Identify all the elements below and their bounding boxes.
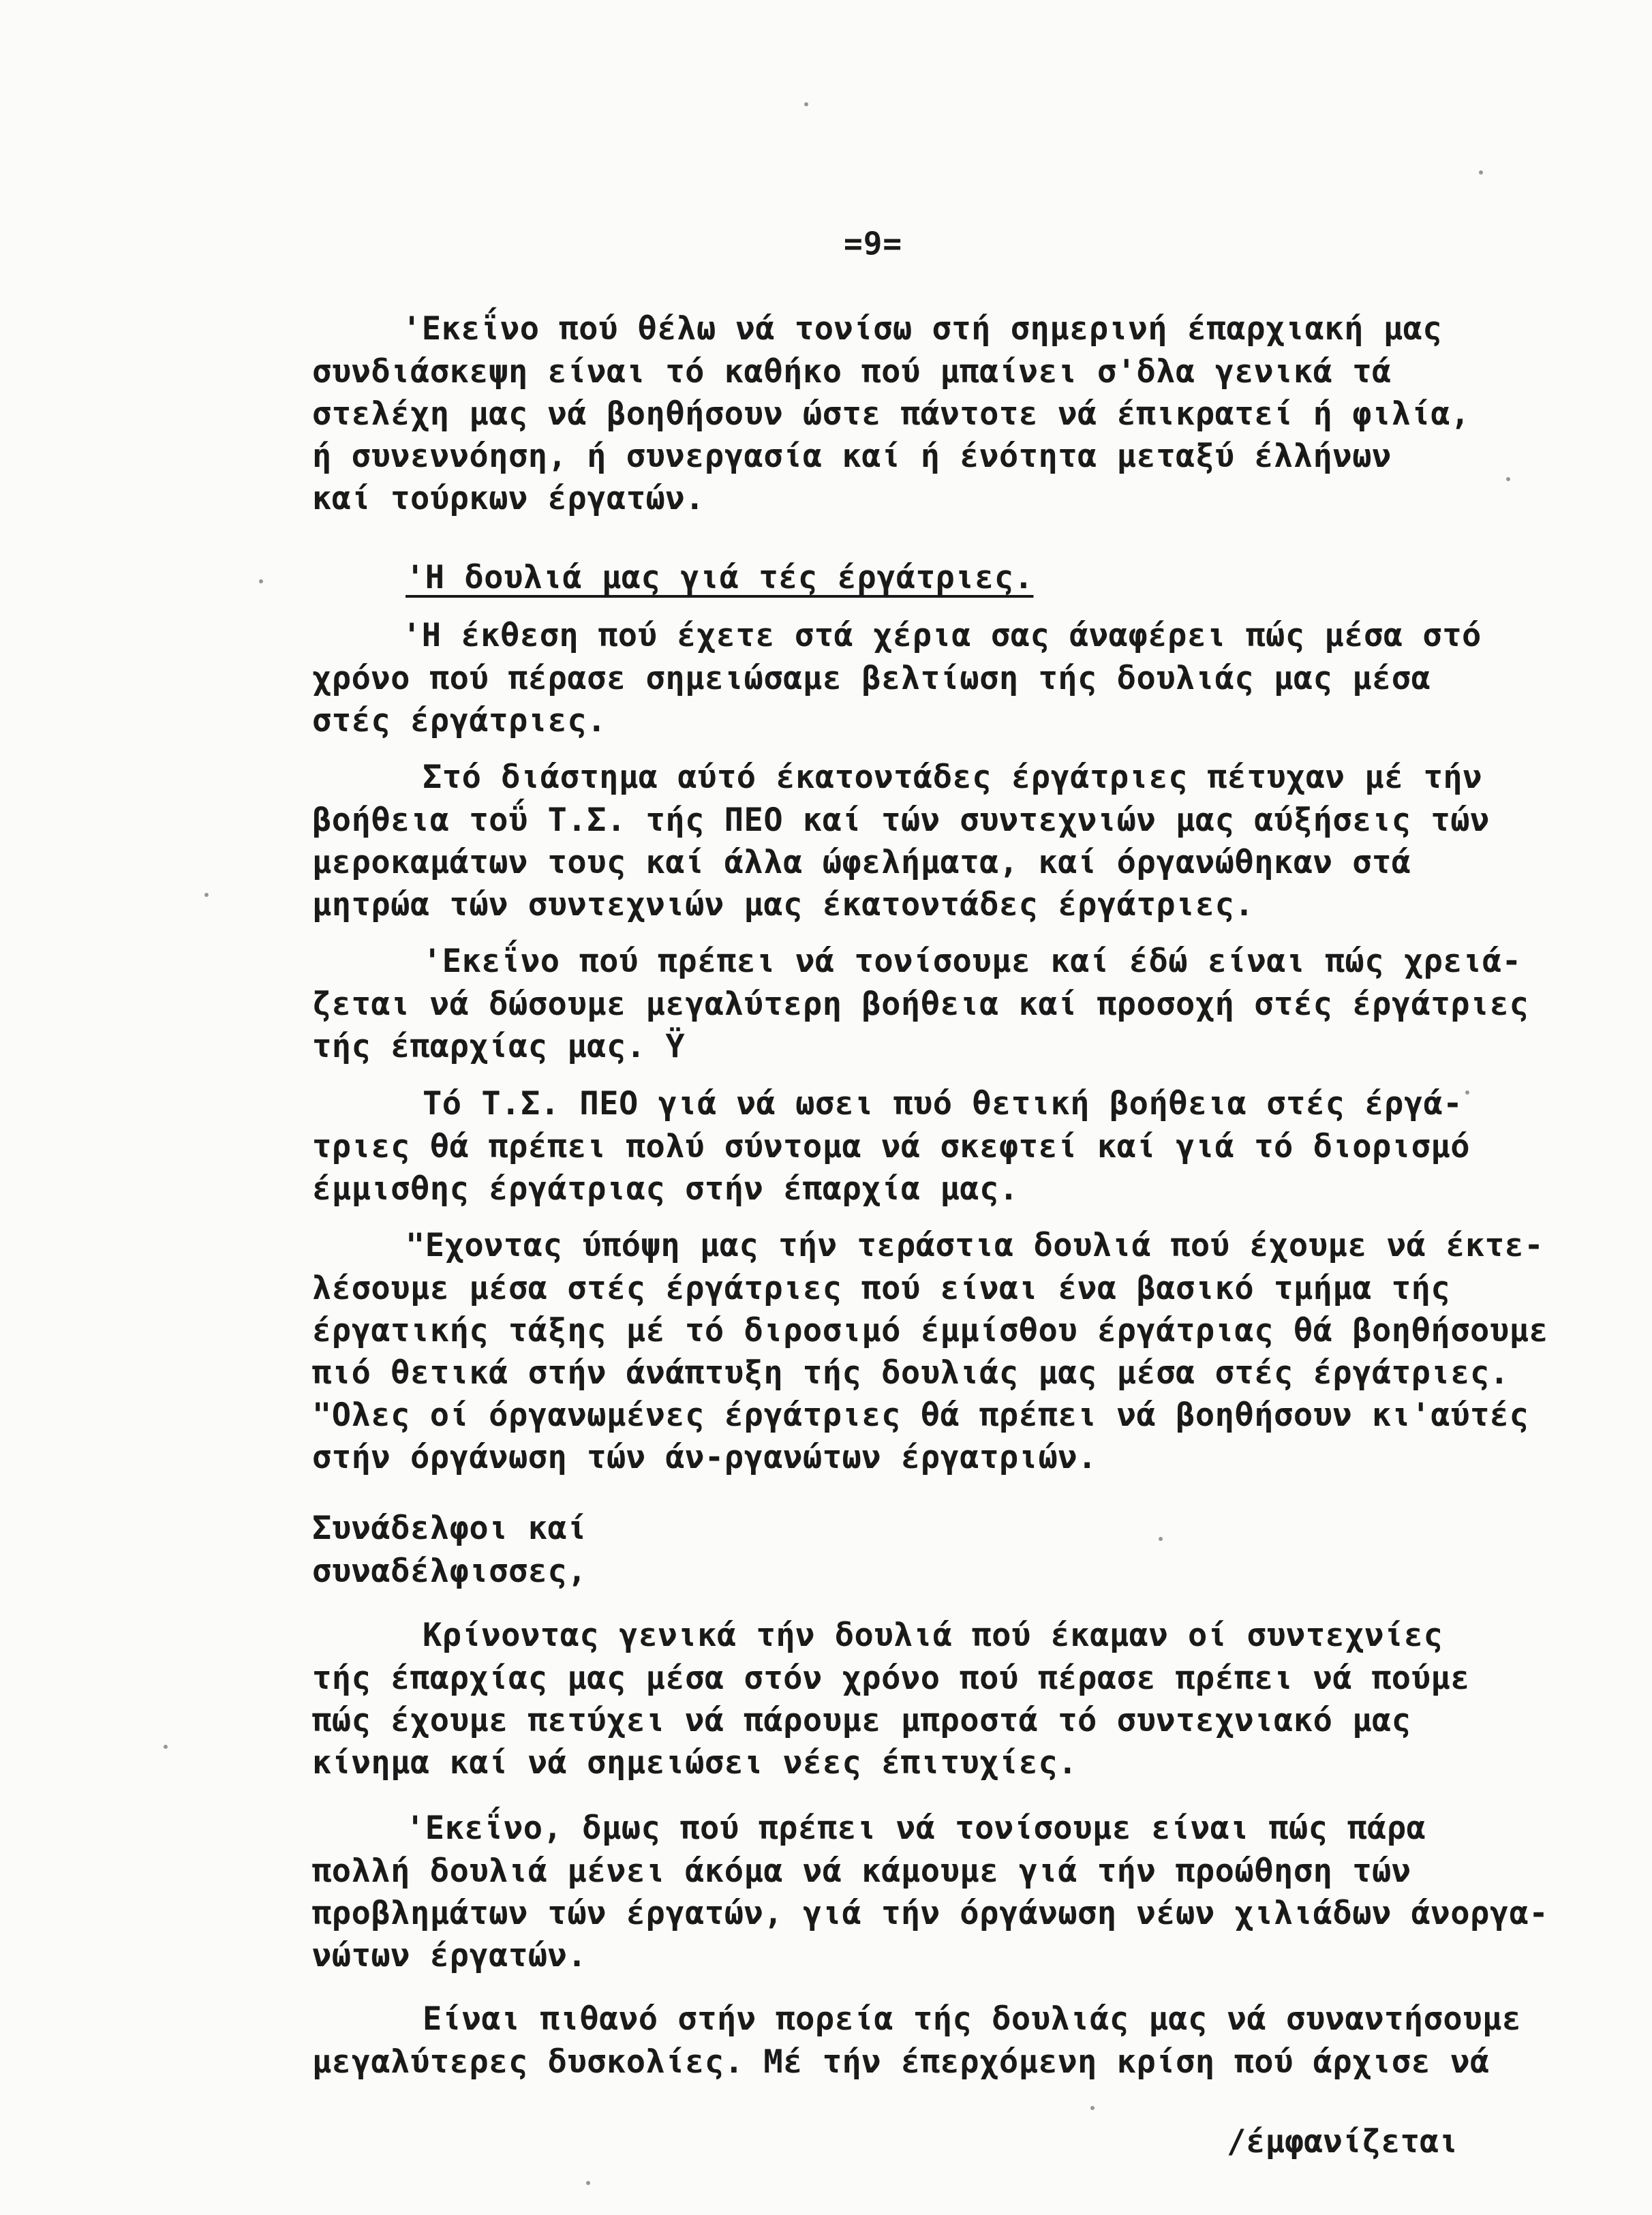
scan-speck <box>1465 1090 1469 1095</box>
text-line: μεροκαμάτων τους καί άλλα ώφελήματα, καί όργανώθηκαν στά <box>312 844 1411 881</box>
text-line: έμμισθης έργάτριας στήν έπαρχία μας. <box>312 1170 1019 1208</box>
text-line: Είναι πιθανό στήν πορεία τής δουλιάς μας νά συναντήσουμε <box>423 2000 1522 2038</box>
text-line: νώτων έργατών. <box>312 1937 587 1974</box>
salutation-line: συναδέλφισσες, <box>312 1553 587 1590</box>
text-line: Κρίνοντας γενικά τήν δουλιά πού έκαμαν οί συντεχνίες <box>423 1617 1443 1654</box>
scan-speck <box>586 2181 590 2185</box>
text-line: στήν όργάνωση τών άν-ργανώτων έργατριών. <box>312 1439 1097 1476</box>
text-line: καί τούρκων έργατών. <box>312 480 705 517</box>
text-line: πολλή δουλιά μένει άκόμα νά κάμουμε γιά τήν προώθηση τών <box>312 1852 1411 1890</box>
text-line: λέσουμε μέσα στές έργάτριες πού είναι ένα βασικό τμήμα τής <box>312 1270 1451 1307</box>
text-line: τής έπαρχίας μας. Ϋ <box>312 1028 686 1065</box>
text-line: πιό θετικά στήν άνάπτυξη τής δουλιάς μας μέσα στές έργάτριες. <box>312 1354 1510 1392</box>
scan-speck <box>1479 170 1483 174</box>
scan-speck <box>1159 1537 1163 1541</box>
scan-speck <box>804 102 808 106</box>
page-number: =9= <box>844 225 903 262</box>
text-line: 'Εκεΐνο πού θέλω νά τονίσω στή σημερινή έπαρχιακή μας <box>402 310 1443 348</box>
text-line: 'Η έκθεση πού έχετε στά χέρια σας άναφέρει πώς μέσα στό <box>402 617 1482 654</box>
text-line: πώς έχουμε πετύχει νά πάρουμε μπροστά τό συντεχνιακό μας <box>312 1702 1411 1739</box>
text-line: βοήθεια τοΰ Τ.Σ. τής ΠΕΟ καί τών συντεχνιών μας αύξήσεις τών <box>312 801 1490 839</box>
salutation-line: Συνάδελφοι καί <box>312 1510 587 1547</box>
text-line: συνδιάσκεψη είναι τό καθήκο πού μπαίνει σ'δλα γενικά τά <box>312 353 1392 391</box>
text-line: προβλημάτων τών έργατών, γιά τήν όργάνωση νέων χιλιάδων άνοργα- <box>312 1895 1549 1932</box>
scan-speck <box>164 1745 168 1749</box>
scan-speck <box>204 893 209 897</box>
scan-speck <box>1090 2106 1095 2110</box>
text-line: "Ολες οί όργανωμένες έργάτριες θά πρέπει νά βοηθήσουν κι'αύτές <box>312 1396 1529 1434</box>
text-line: στελέχη μας νά βοηθήσουν ώστε πάντοτε νά έπικρατεί ή φιλία, <box>312 395 1470 433</box>
text-line: "Εχοντας ύπόψη μας τήν τεράστια δουλιά πού έχουμε νά έκτε- <box>406 1227 1544 1264</box>
text-line: Στό διάστημα αύτό έκατοντάδες έργάτριες πέτυχαν μέ τήν <box>423 759 1483 796</box>
text-line: χρόνο πού πέρασε σημειώσαμε βελτίωση τής δουλιάς μας μέσα <box>312 660 1431 697</box>
text-line: 'Εκεΐνο, δμως πού πρέπει νά τονίσουμε είναι πώς πάρα <box>406 1809 1426 1847</box>
text-line: ζεται νά δώσουμε μεγαλύτερη βοήθεια καί προσοχή στές έργάτριες <box>312 986 1529 1023</box>
text-line: 'Εκεΐνο πού πρέπει νά τονίσουμε καί έδώ είναι πώς χρειά- <box>423 943 1522 980</box>
text-line: στές έργάτριες. <box>312 702 607 739</box>
section-heading: 'Η δουλιά μας γιά τές έργάτριες. <box>406 559 1034 596</box>
text-line: έργατικής τάξης μέ τό διροσιμό έμμίσθου έργάτριας θά βοηθήσουμε <box>312 1312 1549 1349</box>
text-line: μεγαλύτερες δυσκολίες. Μέ τήν έπερχόμενη κρίση πού άρχισε νά <box>312 2043 1490 2081</box>
text-line: μητρώα τών συντεχνιών μας έκατοντάδες έργάτριες. <box>312 886 1255 923</box>
text-line: ή συνεννόηση, ή συνεργασία καί ή ένότητα μεταξύ έλλήνων <box>312 438 1392 475</box>
text-line: τριες θά πρέπει πολύ σύντομα νά σκεφτεί καί γιά τό διορισμό <box>312 1128 1470 1165</box>
text-line: κίνημα καί νά σημειώσει νέες έπιτυχίες. <box>312 1744 1078 1782</box>
text-line: τής έπαρχίας μας μέσα στόν χρόνο πού πέρασε πρέπει νά πούμε <box>312 1660 1470 1697</box>
text-line: Τό Τ.Σ. ΠΕΟ γιά νά ωσει πυό θετική βοήθεια στές έργά- <box>423 1085 1463 1122</box>
scan-speck <box>1506 477 1510 481</box>
continuation-note: /έμφανίζεται <box>1227 2123 1458 2160</box>
scan-speck <box>259 579 263 583</box>
